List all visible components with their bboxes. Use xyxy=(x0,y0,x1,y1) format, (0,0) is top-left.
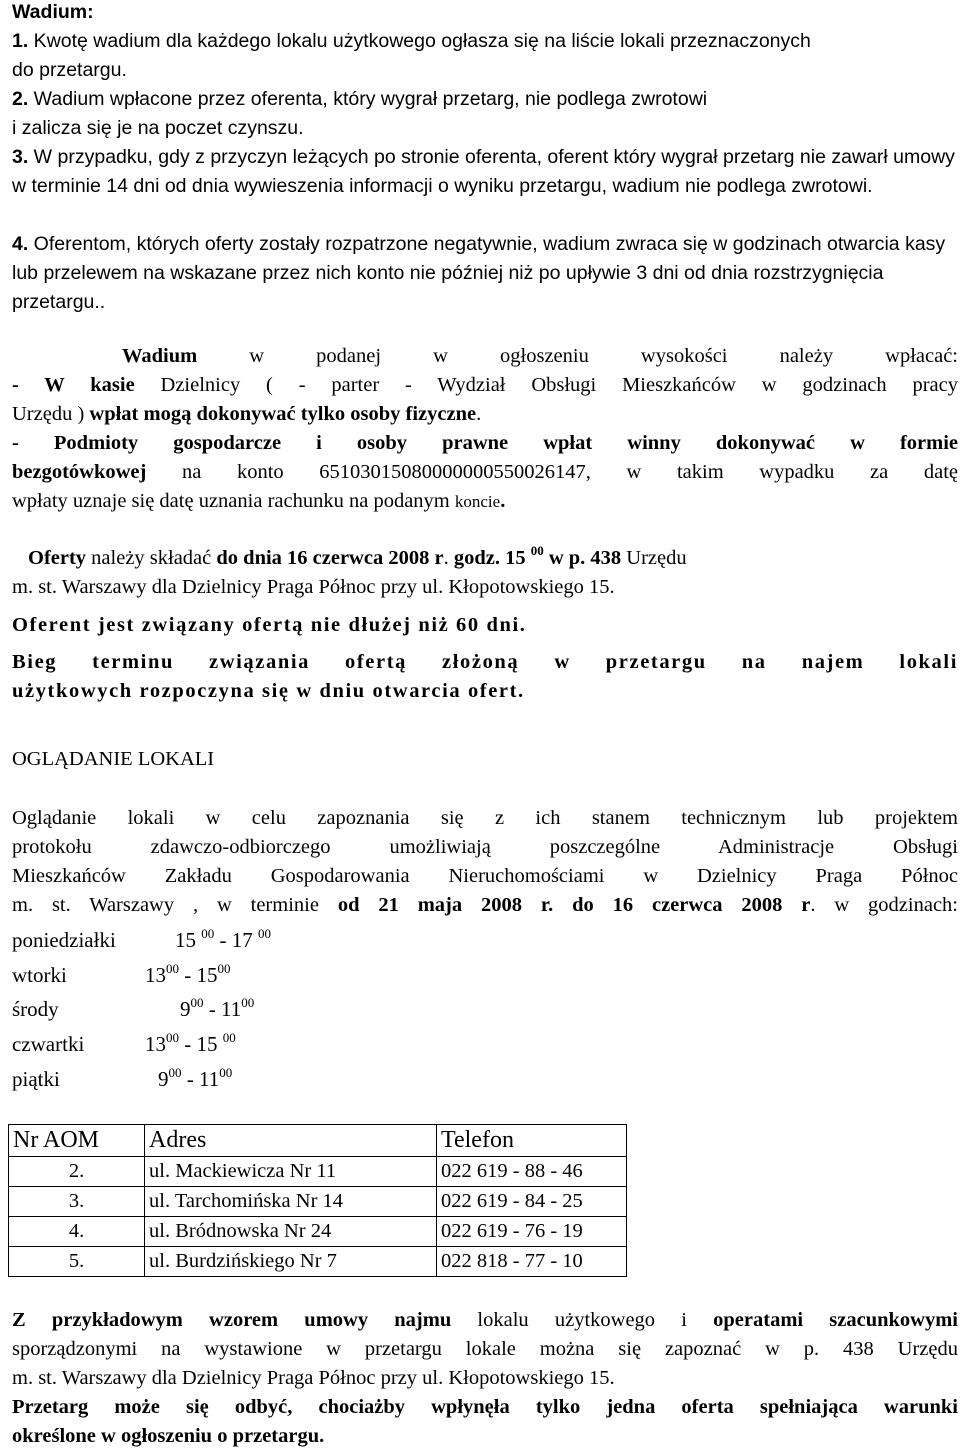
offers-deadline: Oferty należy składać do dnia 16 czerwca 2008 r. godz. 15 $^{00}$ w p. 438 Urzędu m. st. Warszawy dla Dzielnicy Praga Północ przy ul. Kłopotowskiego 15. xyxy=(12,543,687,598)
payment-info: Wadium w podanej w ogłoszeniu wysokości należy wpłacać: - W kasie Dzielnicy ( - parter - Wydział Obsługi Mieszkańców w godzinach pracy Urzędu ) wpłat mogą dokonywać tylko osoby fizyczne. - Podmioty gospodarcze i osoby prawne wpłat winny dokonywać w formie bezgotówkowej na konto 65103015080000000550026147, w takim wypadku za datę wpłaty uznaje się datę uznania rachunku na podanym koncie. xyxy=(12,345,958,512)
footer-paragraph: Z przykładowym wzorem umowy najmu lokalu użytkowego i operatami szacunkowymi sporządzonymi na wystawione w przetargu lokale można się zapoznać w p. 438 Urzędu m. st. Warszawy dla Dzielnicy Praga Północ przy ul. Kłopotowskiego 15. Przetarg może się odbyć, chociażby wpłynęła tylko jedna oferta spełniająca warunki określone w ogłoszeniu o przetargu. xyxy=(12,1309,959,1447)
table-row xyxy=(9,1187,627,1217)
column-header: Adres xyxy=(145,1125,437,1157)
table-cell: ul. Mackiewicza Nr 11 xyxy=(145,1157,437,1187)
table-row xyxy=(9,1157,627,1187)
column-header: Telefon xyxy=(437,1125,627,1157)
table-row xyxy=(9,1247,627,1277)
document-page: Wadium: 1. Kwotę wadium dla każdego lokalu użytkowego ogłasza się na liście lokali przeznaczonych do przetargu. 2. Wadium wpłacone przez oferenta, który wygrał przetarg, nie podlega zwrotowi i zalicza się je na poczet czynszu. 3. W przypadku, gdy z przyczyn leżących po stronie oferenta, oferent który wygrał przetarg nie zawarł umowy w terminie 14 dni od dnia wywieszenia informacji o wyniku przetargu, wadium nie podlega zwrotowi. 4. Oferentom, których oferty zostały rozpatrzone negatywnie, wadium zwraca się w godzinach otwarcia kasy lub przelewem na wskazane przez nich konto nie później niż po upływie 3 dni od dnia rozstrzygnięcia przetargu.. Wadium w podanej w ogłoszeniu wysokości należy wpłacać: - W kasie Dzielnicy ( - parter - Wydział Obsługi Mieszkańców w godzinach pracy Urzędu ) wpłat mogą dokonywać tylko osoby fizyczne. - Podmioty gospodarcze i osoby prawne wpłat winny dokonywać w formie bezgotówkowej na konto 65103015080000000550026147, w takim wypadku za datę wpłaty uznaje się datę uznania rachunku na podanym koncie. Oferty należy składać do dnia 16 czerwca 2008 r. godz. 15 $^{00}$ w p. 438 Urzędu m. st. Warszawy dla Dzielnicy Praga Północ przy ul. Kłopotowskiego 15. Oferent jest związany ofertą nie dłużej niż 60 dni. Bieg terminu związania ofertą złożoną w przetargu na najem lokali użytkowych rozpoczyna się w dniu otwarcia ofert. OGLĄDANIE LOKALI Oglądanie lokali w celu zapoznania się z ich stanem technicznym lub projektem protokołu zdawczo-odbiorczego umożliwiają poszczególne Administracje Obsługi Mieszkańców Zakładu Gospodarowania Nieruchomościami w Dzielnicy Praga Północ m. st. Warszawy , w terminie od 21 maja 2008 r. do 16 czerwca 2008 r. w godzinach: poniedziałki 15 $^{00}$ - 17 $^{00}$ wtorki $13^{00} - 15^{00}$ środy $9^{00} - 11^{00}$ czwartki $13^{00} - 15$ $^{00}$ piątki $9^{00} - 11^{00}$ Nr AOM Adres Telefon 2. ul. Mackiewicza Nr 11 022 619 - 88 - 46 3. ul. Tarchomińska Nr 14 022 619 - 84 - 25 4. ul. Bródnowska Nr 24 022 619 - 76 - 19 5. ul. Burdzińskiego Nr 7 022 818 - 77 - 10 Z przykładowym wzorem umowy najmu lokalu użytkowego i operatami szacunkowymi sporządzonymi na wystawione w przetargu lokale można się zapoznać w p. 438 Urzędu m. st. Warszawy dla Dzielnicy Praga Północ przy ul. Kłopotowskiego 15. Przetarg może się odbyć, chociażby wpłynęła tylko jedna oferta spełniająca warunki określone w ogłoszeniu o przetargu. xyxy=(0,0,960,1450)
table-cell: 5. xyxy=(9,1247,145,1277)
offer-binding-period: Oferent jest związany ofertą nie dłużej niż 60 dni. xyxy=(12,614,527,636)
wadium-point-1: 1. Kwotę wadium dla każdego lokalu użytkowego ogłasza się na liście lokali przeznaczonych do przetargu. xyxy=(12,30,811,81)
viewing-heading: OGLĄDANIE LOKALI xyxy=(12,748,215,770)
table-cell: 022 619 - 88 - 46 xyxy=(437,1157,627,1187)
table-cell: ul. Burdzińskiego Nr 7 xyxy=(145,1247,437,1277)
wadium-point-2: 2. Wadium wpłacone przez oferenta, który wygrał przetarg, nie podlega zwrotowi i zalicza się je na poczet czynszu. xyxy=(12,88,708,139)
wadium-point-4: 4. Oferentom, których oferty zostały rozpatrzone negatywnie, wadium zwraca się w godzinach otwarcia kasy lub przelewem na wskazane przez nich konto nie później niż po upływie 3 dni od dnia rozstrzygnięcia przetargu.. xyxy=(12,233,946,313)
table-cell: 022 619 - 76 - 19 xyxy=(437,1217,627,1247)
table-cell: 022 619 - 84 - 25 xyxy=(437,1187,627,1217)
aom-table xyxy=(8,1124,627,1277)
viewing-paragraph: Oglądanie lokali w celu zapoznania się z ich stanem technicznym lub projektem protokołu zdawczo-odbiorczego umożliwiają poszczególne Administracje Obsługi Mieszkańców Zakładu Gospodarowania Nieruchomościami w Dzielnicy Praga Północ m. st. Warszawy , w terminie od 21 maja 2008 r. do 16 czerwca 2008 r. w godzinach: xyxy=(12,807,958,916)
table-row xyxy=(9,1217,627,1247)
table-cell: 4. xyxy=(9,1217,145,1247)
table-cell: ul. Bródnowska Nr 24 xyxy=(145,1217,437,1247)
table-header-row xyxy=(9,1125,627,1157)
table-cell: ul. Tarchomińska Nr 14 xyxy=(145,1187,437,1217)
table-cell: 3. xyxy=(9,1187,145,1217)
table-cell: 2. xyxy=(9,1157,145,1187)
wadium-point-3: 3. W przypadku, gdy z przyczyn leżących po stronie oferenta, oferent który wygrał przetarg nie zawarł umowy w terminie 14 dni od dnia wywieszenia informacji o wyniku przetargu, wadium nie podlega zwrotowi. xyxy=(12,146,955,197)
table-cell: 022 818 - 77 - 10 xyxy=(437,1247,627,1277)
wadium-heading: Wadium: xyxy=(12,1,94,23)
column-header: Nr AOM xyxy=(9,1125,145,1157)
offer-term-start: Bieg terminu związania ofertą złożoną w przetargu na najem lokali użytkowych rozpoczyna się w dniu otwarcia ofert. xyxy=(12,651,958,702)
